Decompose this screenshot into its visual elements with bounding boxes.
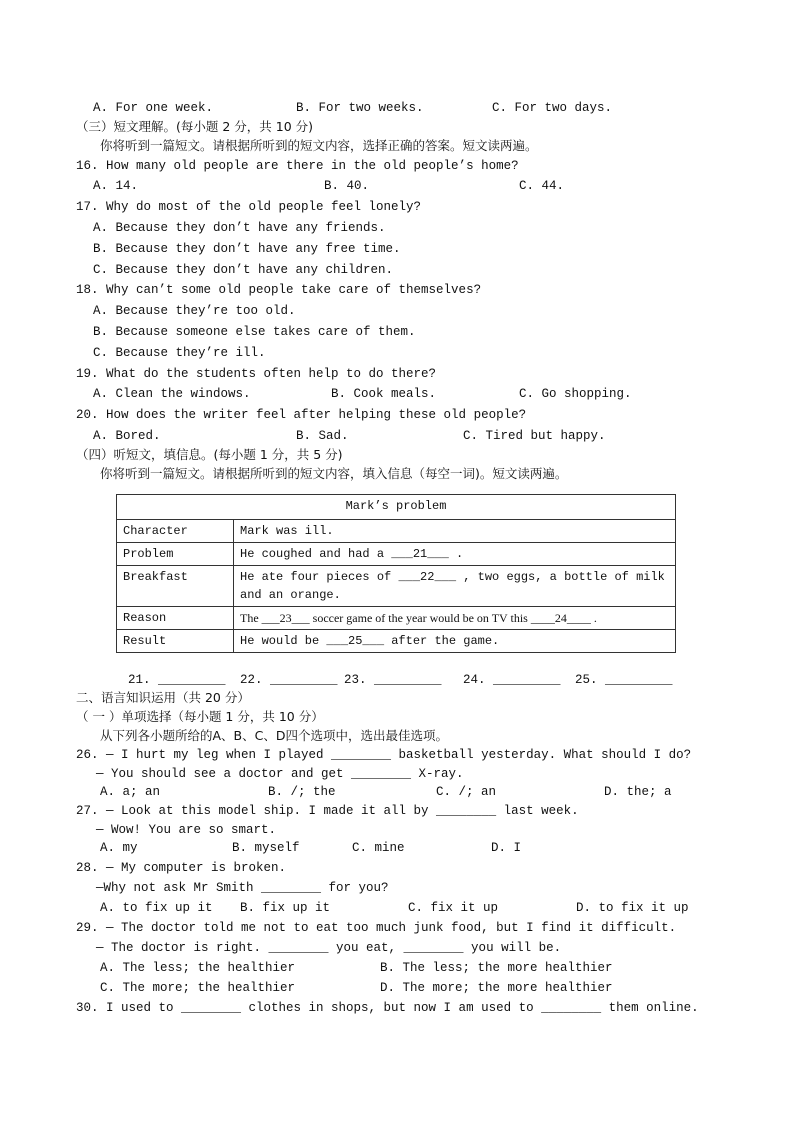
q27-option-b: B. myself: [232, 841, 300, 855]
q28-option-b: B. fix up it: [240, 901, 331, 915]
q20-stem: 20. How does the writer feel after helping these old people?: [76, 408, 527, 422]
q20-option-c: C. Tired but happy.: [463, 429, 606, 443]
q19-stem: 19. What do the students often help to do there?: [76, 367, 437, 381]
answer-blank-24[interactable]: 24. _________: [463, 673, 561, 687]
part2-subtitle: （ 一 ）单项选择（每小题 1 分，共 10 分）: [76, 709, 324, 724]
section3-title: （三）短文理解。(每小题 2 分，共 10 分): [76, 119, 314, 134]
answer-blank-22[interactable]: 22. _________: [240, 673, 338, 687]
q16-option-a: A. 14.: [93, 179, 139, 193]
q17-option-c: C. Because they don’t have any children.: [93, 263, 394, 277]
section3-instruction: 你将听到一篇短文。请根据所听到的短文内容，选择正确的答案。短文读两遍。: [100, 138, 538, 153]
q26-option-a: A. a; an: [100, 785, 161, 799]
q20-option-b: B. Sad.: [296, 429, 349, 443]
q16-stem: 16. How many old people are there in the old people’s home?: [76, 159, 519, 173]
q16-option-c: C. 44.: [519, 179, 565, 193]
q26-option-d: D. the; a: [604, 785, 672, 799]
answer-blank-23[interactable]: 23. _________: [344, 673, 442, 687]
q30-line1: 30. I used to ________ clothes in shops, but now I am used to ________ them online.: [76, 1001, 699, 1015]
q20-option-a: A. Bored.: [93, 429, 161, 443]
row-label: Character: [117, 520, 234, 543]
row-label: Result: [117, 630, 234, 653]
blank-25[interactable]: ___25___: [326, 634, 385, 648]
blank-24[interactable]: ____24____: [530, 611, 591, 625]
table-row: [117, 566, 676, 607]
q26-option-b: B. /; the: [268, 785, 336, 799]
q27-option-c: C. mine: [352, 841, 405, 855]
q29-line2: — The doctor is right. ________ you eat, ________ you will be.: [96, 941, 562, 955]
q17-stem: 17. Why do most of the old people feel lonely?: [76, 200, 422, 214]
blank-22[interactable]: ___22___: [398, 570, 457, 584]
q19-option-a: A. Clean the windows.: [93, 387, 251, 401]
q28-line1: 28. — My computer is broken.: [76, 861, 287, 875]
q29-option-a: A. The less; the healthier: [100, 961, 296, 975]
row-content: He would be ___25___ after the game.: [234, 630, 676, 653]
table-row: [117, 607, 676, 630]
q26-line1: 26. — I hurt my leg when I played ________ basketball yesterday. What should I do?: [76, 748, 692, 762]
q28-option-a: A. to fix up it: [100, 901, 213, 915]
blank-23[interactable]: ___23___: [261, 611, 310, 625]
top-option-b: B. For two weeks.: [296, 101, 424, 115]
table-header: Mark’s problem: [117, 495, 676, 520]
row-content: Mark was ill.: [234, 520, 676, 543]
blank-21[interactable]: ___21___: [391, 547, 449, 561]
q27-option-d: D. I: [491, 841, 522, 855]
q18-option-a: A. Because they’re too old.: [93, 304, 296, 318]
row-content: The ___23___ soccer game of the year would be on TV this ____24____ .: [234, 607, 676, 630]
q29-option-d: D. The more; the more healthier: [380, 981, 613, 995]
q18-option-c: C. Because they’re ill.: [93, 346, 266, 360]
part2-title: 二、语言知识运用（共 20 分）: [76, 690, 250, 705]
q28-option-c: C. fix it up: [408, 901, 499, 915]
row-label: Breakfast: [117, 566, 234, 607]
q16-option-b: B. 40.: [324, 179, 370, 193]
answer-blank-25[interactable]: 25. _________: [575, 673, 673, 687]
top-option-c: C. For two days.: [492, 101, 613, 115]
q17-option-b: B. Because they don’t have any free time.: [93, 242, 401, 256]
part2-instruction: 从下列各小题所给的A、B、C、D四个选项中，选出最佳选项。: [100, 728, 448, 743]
q27-line2: — Wow! You are so smart.: [96, 823, 277, 837]
q18-option-b: B. Because someone else takes care of them.: [93, 325, 416, 339]
info-table: [116, 494, 676, 653]
section4-instruction: 你将听到一篇短文。请根据所听到的短文内容，填入信息（每空一词)。短文读两遍。: [100, 466, 568, 481]
q18-stem: 18. Why can’t some old people take care of themselves?: [76, 283, 482, 297]
row-content: He ate four pieces of ___22___ , two eggs, a bottle of milk and an orange.: [234, 566, 676, 607]
q27-option-a: A. my: [100, 841, 138, 855]
q28-line2: —Why not ask Mr Smith ________ for you?: [96, 881, 389, 895]
table-row: [117, 520, 676, 543]
q27-line1: 27. — Look at this model ship. I made it all by ________ last week.: [76, 804, 579, 818]
top-option-a: A. For one week.: [93, 101, 214, 115]
section4-title: （四）听短文，填信息。(每小题 1 分，共 5 分): [76, 447, 343, 462]
q29-option-b: B. The less; the more healthier: [380, 961, 613, 975]
row-label: Problem: [117, 543, 234, 566]
q17-option-a: A. Because they don’t have any friends.: [93, 221, 386, 235]
q29-line1: 29. — The doctor told me not to eat too much junk food, but I find it difficult.: [76, 921, 677, 935]
q19-option-c: C. Go shopping.: [519, 387, 632, 401]
row-label: Reason: [117, 607, 234, 630]
answer-blank-21[interactable]: 21. _________: [128, 673, 226, 687]
q28-option-d: D. to fix it up: [576, 901, 689, 915]
q26-option-c: C. /; an: [436, 785, 497, 799]
table-row: [117, 630, 676, 653]
table-row: [117, 543, 676, 566]
q19-option-b: B. Cook meals.: [331, 387, 437, 401]
row-content: He coughed and had a ___21___ .: [234, 543, 676, 566]
q26-line2: — You should see a doctor and get ________ X-ray.: [96, 767, 464, 781]
q29-option-c: C. The more; the healthier: [100, 981, 296, 995]
